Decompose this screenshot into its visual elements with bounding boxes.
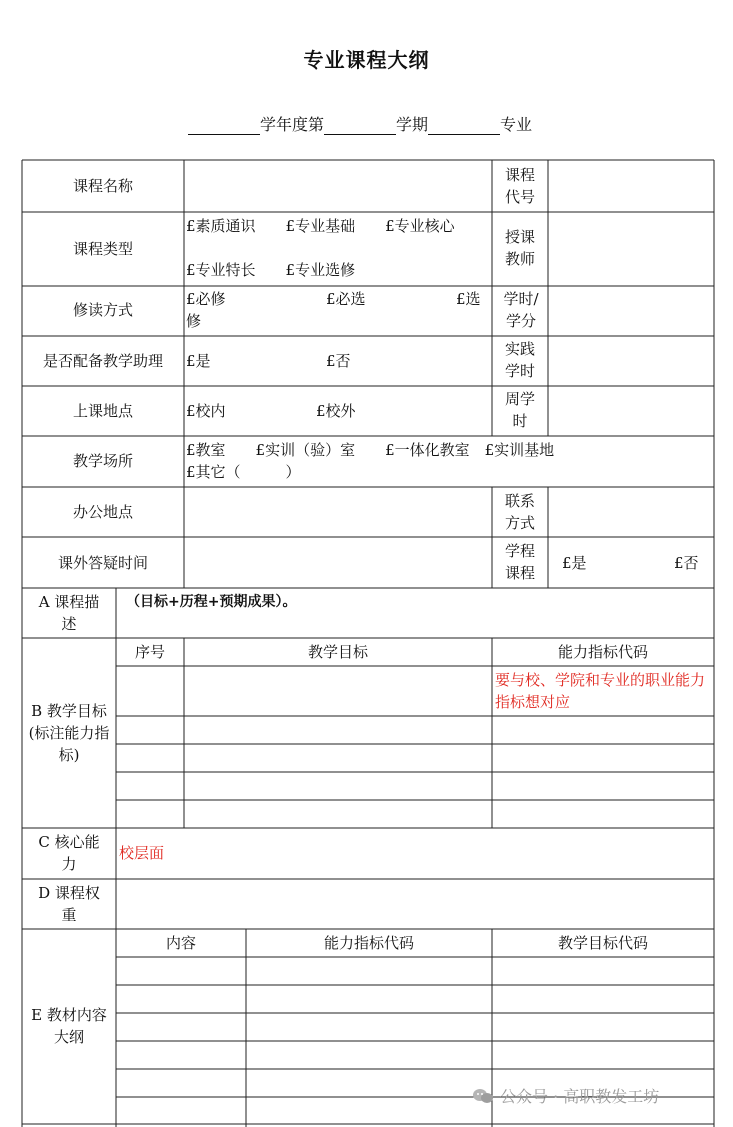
course-name-field[interactable] xyxy=(186,162,491,211)
label-section-d: D 课程权重 xyxy=(38,884,100,924)
label-venue: 教学场所 xyxy=(72,452,133,470)
assistant-yes-option[interactable]: £是 xyxy=(186,352,211,370)
subtitle-year-label: 学年度第 xyxy=(260,115,325,134)
practice-hours-field[interactable] xyxy=(550,338,712,385)
label-section-c: C 核心能力 xyxy=(38,833,100,873)
label-office: 办公地点 xyxy=(72,503,133,521)
venue-options-1[interactable]: £教室 £实训（验）室 £一体化教室 £实训基地 xyxy=(186,441,555,459)
label-assistant: 是否配备教学助理 xyxy=(42,352,163,370)
location-in-option[interactable]: £校内 xyxy=(186,402,226,420)
b-header-goal: 教学目标 xyxy=(307,643,368,661)
hours-credits-field[interactable] xyxy=(550,288,712,335)
qa-time-field[interactable] xyxy=(186,539,491,587)
label-section-b: B 教学目标(标注能力指标) xyxy=(28,702,110,764)
subtitle-major-label: 专业 xyxy=(500,115,533,134)
label-location: 上课地点 xyxy=(72,402,133,420)
label-course-type: 课程类型 xyxy=(72,240,133,258)
contact-field[interactable] xyxy=(550,489,712,536)
office-field[interactable] xyxy=(186,489,491,536)
label-teacher: 授课教师 xyxy=(504,228,535,268)
watermark xyxy=(472,1084,659,1107)
wechat-icon xyxy=(472,1088,494,1104)
label-practice-hours: 实践学时 xyxy=(504,340,535,380)
page-title: 专业课程大纲 xyxy=(303,48,430,72)
weekly-hours-field[interactable] xyxy=(550,388,712,435)
label-weekly-hours: 周学时 xyxy=(504,390,535,430)
b-header-seq: 序号 xyxy=(134,643,165,661)
watermark-text: 公众号 · 高职教发工坊 xyxy=(500,1087,660,1106)
label-qa-time: 课外答疑时间 xyxy=(57,554,148,572)
subtitle-term-label: 学期 xyxy=(396,115,429,134)
label-course-name: 课程名称 xyxy=(72,177,133,195)
section-d-field[interactable] xyxy=(118,881,712,928)
program-yes-option[interactable]: £是 xyxy=(562,554,587,572)
course-type-options-1[interactable]: £素质通识 £专业基础 £专业核心 xyxy=(186,217,455,235)
e-header-content: 内容 xyxy=(165,934,196,952)
teacher-field[interactable] xyxy=(550,214,712,285)
e-header-goal: 教学目标代码 xyxy=(557,934,648,952)
label-program-course: 学程课程 xyxy=(504,542,535,582)
course-code-field[interactable] xyxy=(550,162,712,211)
label-section-e: E 教材内容大纲 xyxy=(31,1006,107,1046)
b-note-red: 要与校、学院和专业的职业能力指标想对应 xyxy=(495,671,706,711)
program-no-option[interactable]: £否 xyxy=(674,554,699,572)
study-mode-elective[interactable]: £选修 xyxy=(186,290,481,330)
label-hours-credits: 学时/学分 xyxy=(503,290,539,330)
e-header-ability: 能力指标代码 xyxy=(323,934,414,952)
label-course-code: 课程代号 xyxy=(504,166,535,206)
label-contact: 联系方式 xyxy=(504,492,535,532)
assistant-no-option[interactable]: £否 xyxy=(326,352,351,370)
venue-options-2[interactable]: £其它（ ） xyxy=(186,463,301,481)
label-study-mode: 修读方式 xyxy=(72,301,133,319)
study-mode-required[interactable]: £必修 xyxy=(186,290,226,308)
course-type-options-2[interactable]: £专业特长 £专业选修 xyxy=(186,261,356,279)
section-c-content[interactable]: 校层面 xyxy=(119,844,165,862)
location-out-option[interactable]: £校外 xyxy=(316,402,356,420)
section-a-content[interactable]: （目标+历程+预期成果）。 xyxy=(126,594,297,610)
b-header-code: 能力指标代码 xyxy=(557,643,648,661)
study-mode-required-elective[interactable]: £必选 xyxy=(326,290,366,308)
label-section-a: A 课程描述 xyxy=(38,593,100,633)
